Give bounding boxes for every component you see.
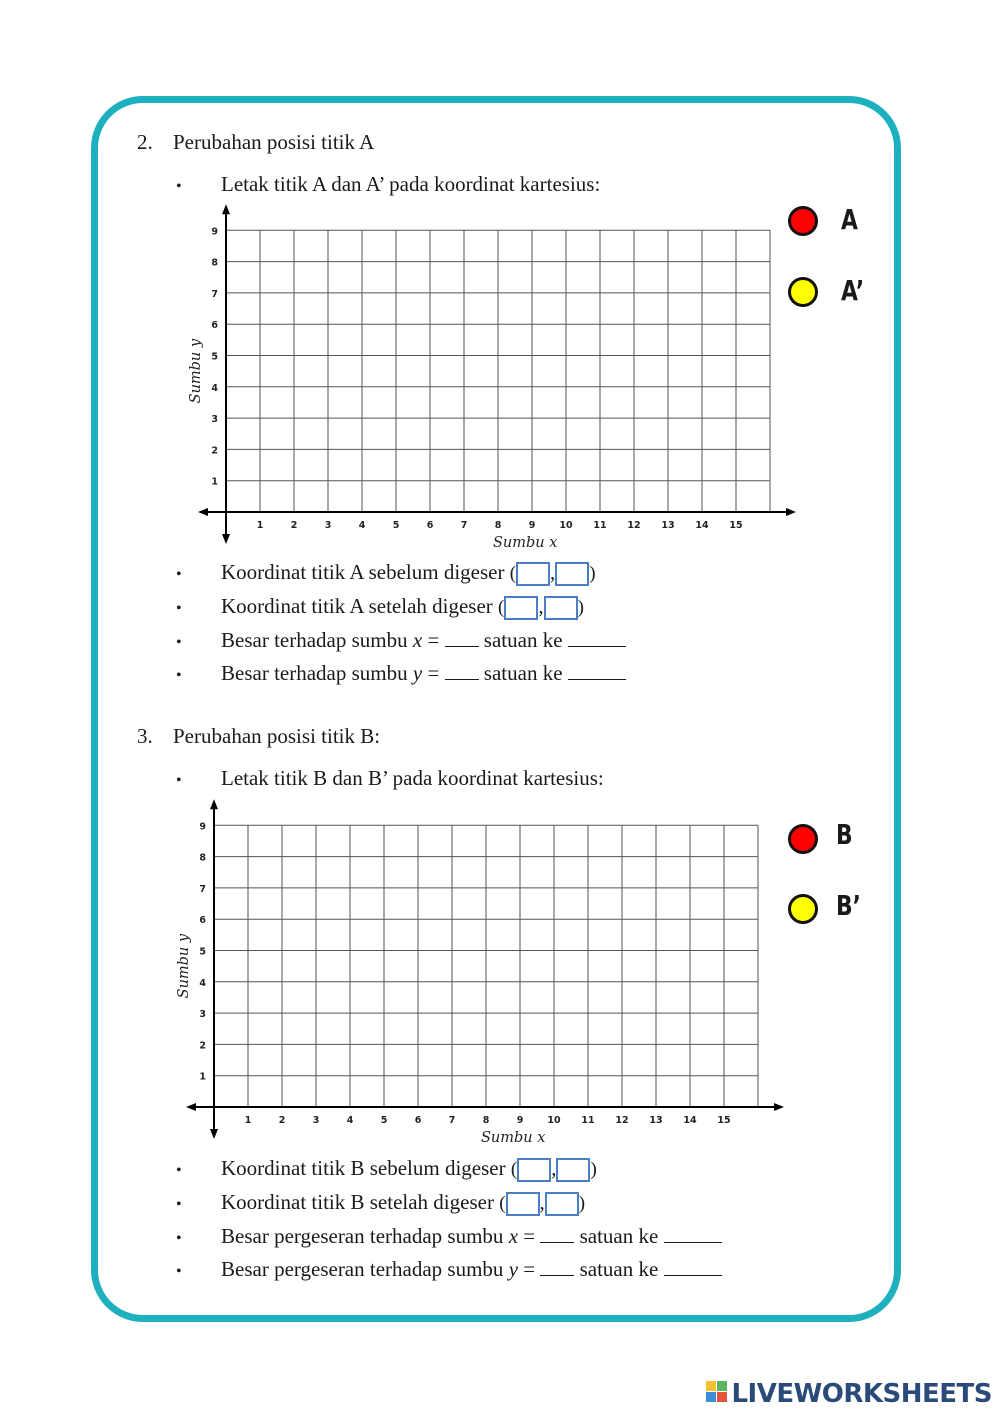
unit-text: satuan ke — [483, 628, 563, 652]
x-tick-label: 6 — [414, 1115, 422, 1126]
x-axis-label: Sumbu x — [492, 535, 558, 551]
answer-box-y[interactable] — [544, 596, 578, 620]
brand-logo — [706, 1379, 992, 1409]
blank-value[interactable] — [540, 1226, 574, 1243]
coord-before-row — [176, 1156, 597, 1182]
y-axis-label: Sumbu y — [188, 338, 204, 404]
blank-value[interactable] — [540, 1259, 574, 1276]
coordinate-grid[interactable] — [180, 198, 800, 558]
blank-value[interactable] — [445, 663, 479, 680]
y-tick-label: 3 — [199, 1009, 206, 1021]
x-tick-label: 1 — [244, 1115, 252, 1126]
section-title: Perubahan posisi titik B: — [173, 724, 381, 748]
bullet-icon: • — [176, 178, 182, 195]
coord-after-row — [176, 594, 584, 620]
comma: , — [539, 1190, 545, 1214]
x-tick-label: 3 — [312, 1115, 320, 1126]
bullet-icon: • — [176, 1196, 182, 1213]
yellow-point-icon — [788, 277, 818, 307]
x-tick-label: 2 — [278, 1115, 286, 1126]
x-tick-label: 8 — [494, 520, 502, 531]
axis-arrow-icon — [210, 1129, 218, 1139]
bullet-icon: • — [176, 772, 182, 789]
x-tick-label: 14 — [695, 520, 709, 531]
x-tick-label: 12 — [615, 1115, 629, 1126]
x-tick-label: 5 — [380, 1115, 388, 1126]
y-axis-label: Sumbu y — [176, 933, 192, 999]
section-heading — [137, 724, 380, 749]
shift-y-row — [176, 1257, 722, 1282]
comma: , — [550, 560, 556, 584]
equals-sign: = — [427, 661, 440, 685]
paren-open: ( — [510, 1159, 518, 1180]
coord-before-row — [176, 560, 596, 586]
y-tick-label: 5 — [199, 946, 206, 958]
axis-arrow-icon — [186, 1103, 196, 1111]
coord-before-text: Koordinat titik B sebelum digeser — [221, 1156, 506, 1180]
x-tick-label: 11 — [581, 1115, 595, 1126]
x-tick-label: 8 — [482, 1115, 490, 1126]
axis-arrow-icon — [786, 508, 796, 516]
bullet-icon: • — [176, 1230, 182, 1247]
blank-value[interactable] — [445, 630, 479, 647]
x-tick-label: 4 — [346, 1115, 354, 1126]
answer-box-y[interactable] — [556, 1158, 590, 1182]
y-tick-label: 3 — [211, 414, 218, 426]
blank-direction[interactable] — [664, 1259, 722, 1276]
axis-arrow-icon — [198, 508, 208, 516]
x-tick-label: 9 — [516, 1115, 524, 1126]
y-tick-label: 7 — [211, 288, 218, 300]
paren-open: ( — [498, 597, 505, 618]
answer-box-y[interactable] — [555, 562, 589, 586]
x-tick-label: 2 — [290, 520, 298, 531]
legend-label: B — [836, 818, 853, 851]
y-tick-label: 8 — [199, 852, 206, 864]
y-tick-label: 9 — [199, 821, 206, 833]
x-tick-label: 5 — [392, 520, 400, 531]
y-tick-label: 5 — [211, 351, 218, 363]
x-tick-label: 7 — [448, 1115, 456, 1126]
x-tick-label: 7 — [460, 520, 468, 531]
bullet-icon: • — [176, 634, 182, 651]
axis-arrow-icon — [222, 204, 230, 214]
shift-y-text: Besar terhadap sumbu — [221, 661, 408, 685]
axis-arrow-icon — [774, 1103, 784, 1111]
paren-open: ( — [509, 563, 517, 584]
x-tick-label: 4 — [358, 520, 366, 531]
red-point-icon — [788, 206, 818, 236]
x-tick-label: 15 — [717, 1115, 731, 1126]
var-y: y — [412, 661, 423, 685]
answer-box-y[interactable] — [545, 1192, 579, 1216]
equals-sign: = — [427, 628, 440, 652]
axis-arrow-icon — [222, 534, 230, 544]
section-title: Perubahan posisi titik A — [173, 130, 375, 154]
y-tick-label: 2 — [199, 1040, 206, 1052]
shift-y-row — [176, 661, 626, 686]
answer-box-x[interactable] — [504, 596, 538, 620]
section-number: 2. — [137, 130, 153, 154]
y-tick-label: 1 — [199, 1071, 206, 1083]
x-axis-label: Sumbu x — [480, 1130, 546, 1146]
unit-text: satuan ke — [579, 1224, 659, 1248]
y-tick-label: 9 — [211, 226, 218, 238]
var-y: y — [508, 1257, 519, 1281]
var-x: x — [412, 628, 423, 652]
answer-box-x[interactable] — [506, 1192, 540, 1216]
legend-label: A — [841, 203, 858, 236]
x-tick-label: 3 — [324, 520, 332, 531]
bullet-icon: • — [176, 667, 182, 684]
y-tick-label: 6 — [199, 915, 206, 927]
legend-label: B’ — [836, 889, 861, 922]
x-tick-label: 15 — [729, 520, 743, 531]
blank-direction[interactable] — [664, 1226, 722, 1243]
bullet-icon: • — [176, 1162, 182, 1179]
legend-label: A’ — [841, 274, 865, 307]
section-number: 3. — [137, 724, 153, 748]
y-tick-label: 6 — [211, 320, 218, 332]
coord-before-text: Koordinat titik A sebelum digeser — [221, 560, 505, 584]
paren-close: ) — [578, 1193, 586, 1214]
liveworksheets-logo-icon — [706, 1381, 728, 1403]
y-tick-label: 4 — [199, 977, 206, 989]
x-tick-label: 13 — [649, 1115, 663, 1126]
intro-text: Letak titik B dan B’ pada koordinat kartesius: — [221, 766, 604, 790]
unit-text: satuan ke — [579, 1257, 659, 1281]
y-tick-label: 1 — [211, 476, 218, 488]
comma: , — [538, 594, 544, 618]
equals-sign: = — [523, 1224, 536, 1248]
brand-text: LIVEWORKSHEETS — [731, 1379, 992, 1409]
x-tick-label: 1 — [256, 520, 264, 531]
unit-text: satuan ke — [483, 661, 563, 685]
blank-direction[interactable] — [568, 630, 626, 647]
bullet-icon: • — [176, 566, 182, 583]
answer-box-x[interactable] — [517, 1158, 551, 1182]
paren-close: ) — [590, 1159, 597, 1180]
coordinate-grid[interactable] — [168, 793, 788, 1153]
intro-text: Letak titik A dan A’ pada koordinat kartesius: — [221, 172, 601, 196]
bullet-icon: • — [176, 1263, 182, 1280]
coord-after-text: Koordinat titik B setelah digeser — [221, 1190, 494, 1214]
paren-open: ( — [499, 1193, 506, 1214]
x-tick-label: 13 — [661, 520, 675, 531]
y-tick-label: 8 — [211, 257, 218, 269]
x-tick-label: 14 — [683, 1115, 697, 1126]
coord-after-text: Koordinat titik A setelah digeser — [221, 594, 493, 618]
comma: , — [551, 1156, 557, 1180]
y-tick-label: 4 — [211, 382, 218, 394]
x-tick-label: 12 — [627, 520, 641, 531]
bullet-icon: • — [176, 600, 182, 617]
answer-box-x[interactable] — [516, 562, 550, 586]
y-tick-label: 2 — [211, 445, 218, 457]
bullet-intro — [176, 766, 604, 791]
x-tick-label: 6 — [426, 520, 434, 531]
paren-close: ) — [577, 597, 584, 618]
x-tick-label: 10 — [547, 1115, 561, 1126]
x-tick-label: 11 — [593, 520, 607, 531]
var-x: x — [508, 1224, 519, 1248]
axis-arrow-icon — [210, 799, 218, 809]
shift-x-text: Besar terhadap sumbu — [221, 628, 408, 652]
shift-y-text: Besar pergeseran terhadap sumbu — [221, 1257, 504, 1281]
red-point-icon — [788, 824, 818, 854]
blank-direction[interactable] — [568, 663, 626, 680]
paren-close: ) — [589, 563, 596, 584]
bullet-intro — [176, 172, 600, 197]
x-tick-label: 10 — [559, 520, 573, 531]
coord-after-row — [176, 1190, 585, 1216]
shift-x-text: Besar pergeseran terhadap sumbu — [221, 1224, 504, 1248]
section-heading — [137, 130, 374, 155]
shift-x-row — [176, 1224, 722, 1249]
y-tick-label: 7 — [199, 883, 206, 895]
shift-x-row — [176, 628, 626, 653]
equals-sign: = — [523, 1257, 536, 1281]
x-tick-label: 9 — [528, 520, 536, 531]
yellow-point-icon — [788, 894, 818, 924]
